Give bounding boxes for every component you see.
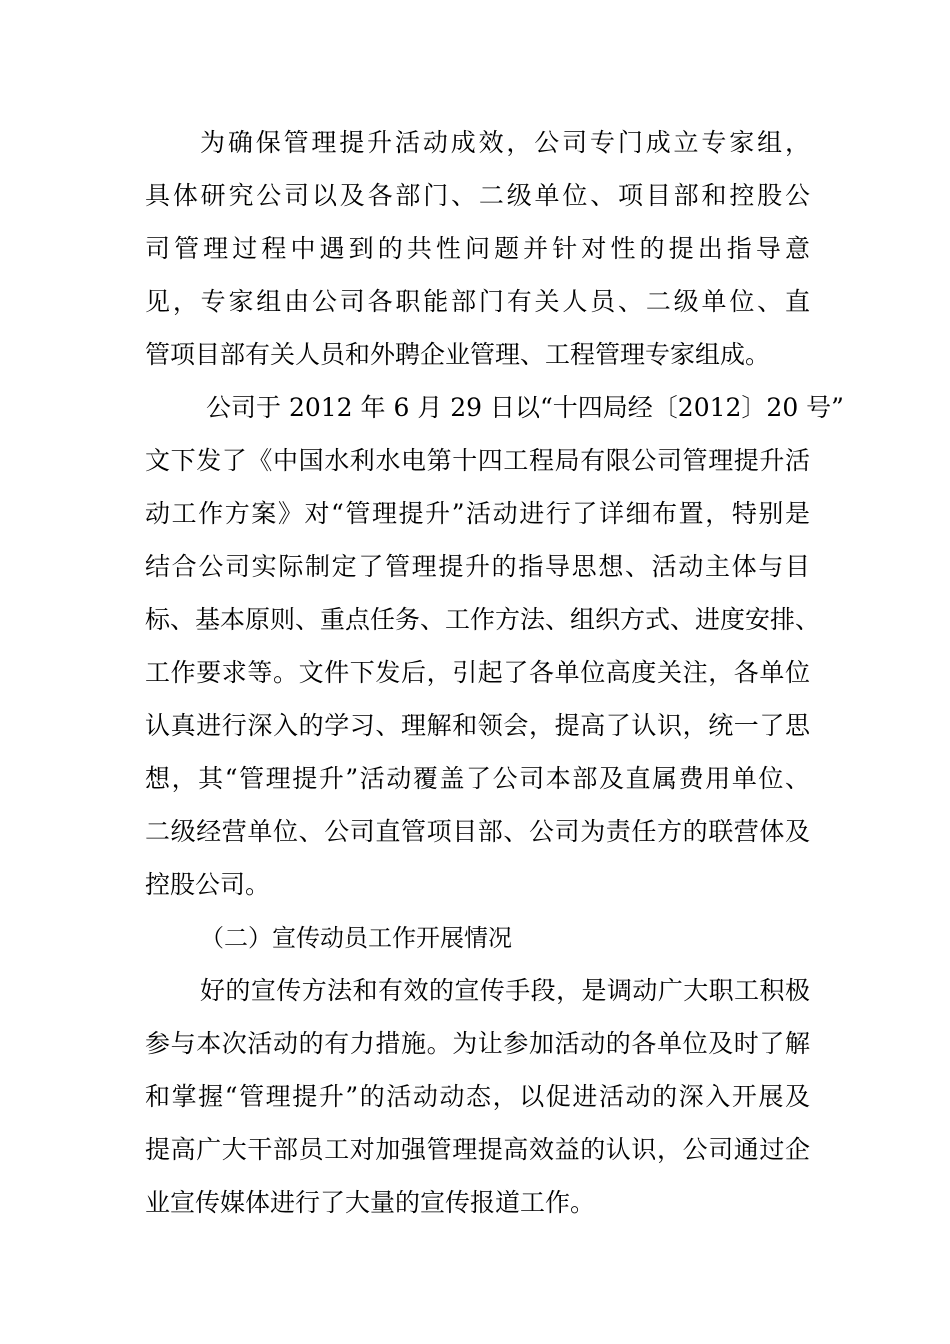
paragraph-3-line-2: 参与本次活动的有力措施。为让参加活动的各单位及时了解	[145, 1029, 810, 1058]
paragraph-2-line-6: 工作要求等。文件下发后，引起了各单位高度关注，各单位	[145, 658, 810, 687]
paragraph-2-line-8: 想，其“管理提升”活动覆盖了公司本部及直属费用单位、	[145, 764, 810, 793]
paragraph-2-line-1: 公司于 2012 年 6 月 29 日以“十四局经〔2012〕20 号”	[206, 393, 844, 422]
paragraph-3-line-5: 业宣传媒体进行了大量的宣传报道工作。	[145, 1188, 596, 1217]
paragraph-3-line-3: 和掌握“管理提升”的活动动态，以促进活动的深入开展及	[145, 1082, 810, 1111]
section-heading: （二）宣传动员工作开展情况	[200, 924, 512, 952]
paragraph-1-line-5: 管项目部有关人员和外聘企业管理、工程管理专家组成。	[145, 340, 771, 369]
paragraph-1-line-3: 司管理过程中遇到的共性问题并针对性的提出指导意	[145, 234, 810, 263]
paragraph-2-line-7: 认真进行深入的学习、理解和领会，提高了认识，统一了思	[145, 711, 810, 740]
paragraph-2-line-4: 结合公司实际制定了管理提升的指导思想、活动主体与目	[145, 552, 810, 581]
paragraph-3-line-4: 提高广大干部员工对加强管理提高效益的认识，公司通过企	[145, 1135, 810, 1164]
paragraph-2-line-3: 动工作方案》对“管理提升”活动进行了详细布置，特别是	[145, 499, 810, 528]
paragraph-2-line-9: 二级经营单位、公司直管项目部、公司为责任方的联营体及	[145, 817, 810, 846]
paragraph-1-line-1: 为确保管理提升活动成效，公司专门成立专家组，	[200, 128, 810, 157]
paragraph-1-line-4: 见，专家组由公司各职能部门有关人员、二级单位、直	[145, 287, 810, 316]
paragraph-3-line-1: 好的宣传方法和有效的宣传手段，是调动广大职工积极	[200, 976, 810, 1005]
paragraph-1-line-2: 具体研究公司以及各部门、二级单位、项目部和控股公	[145, 181, 810, 210]
paragraph-2-line-2: 文下发了《中国水利水电第十四工程局有限公司管理提升活	[145, 446, 810, 475]
paragraph-2-line-10: 控股公司。	[145, 870, 271, 899]
paragraph-2-line-5: 标、基本原则、重点任务、工作方法、组织方式、进度安排、	[145, 605, 821, 634]
